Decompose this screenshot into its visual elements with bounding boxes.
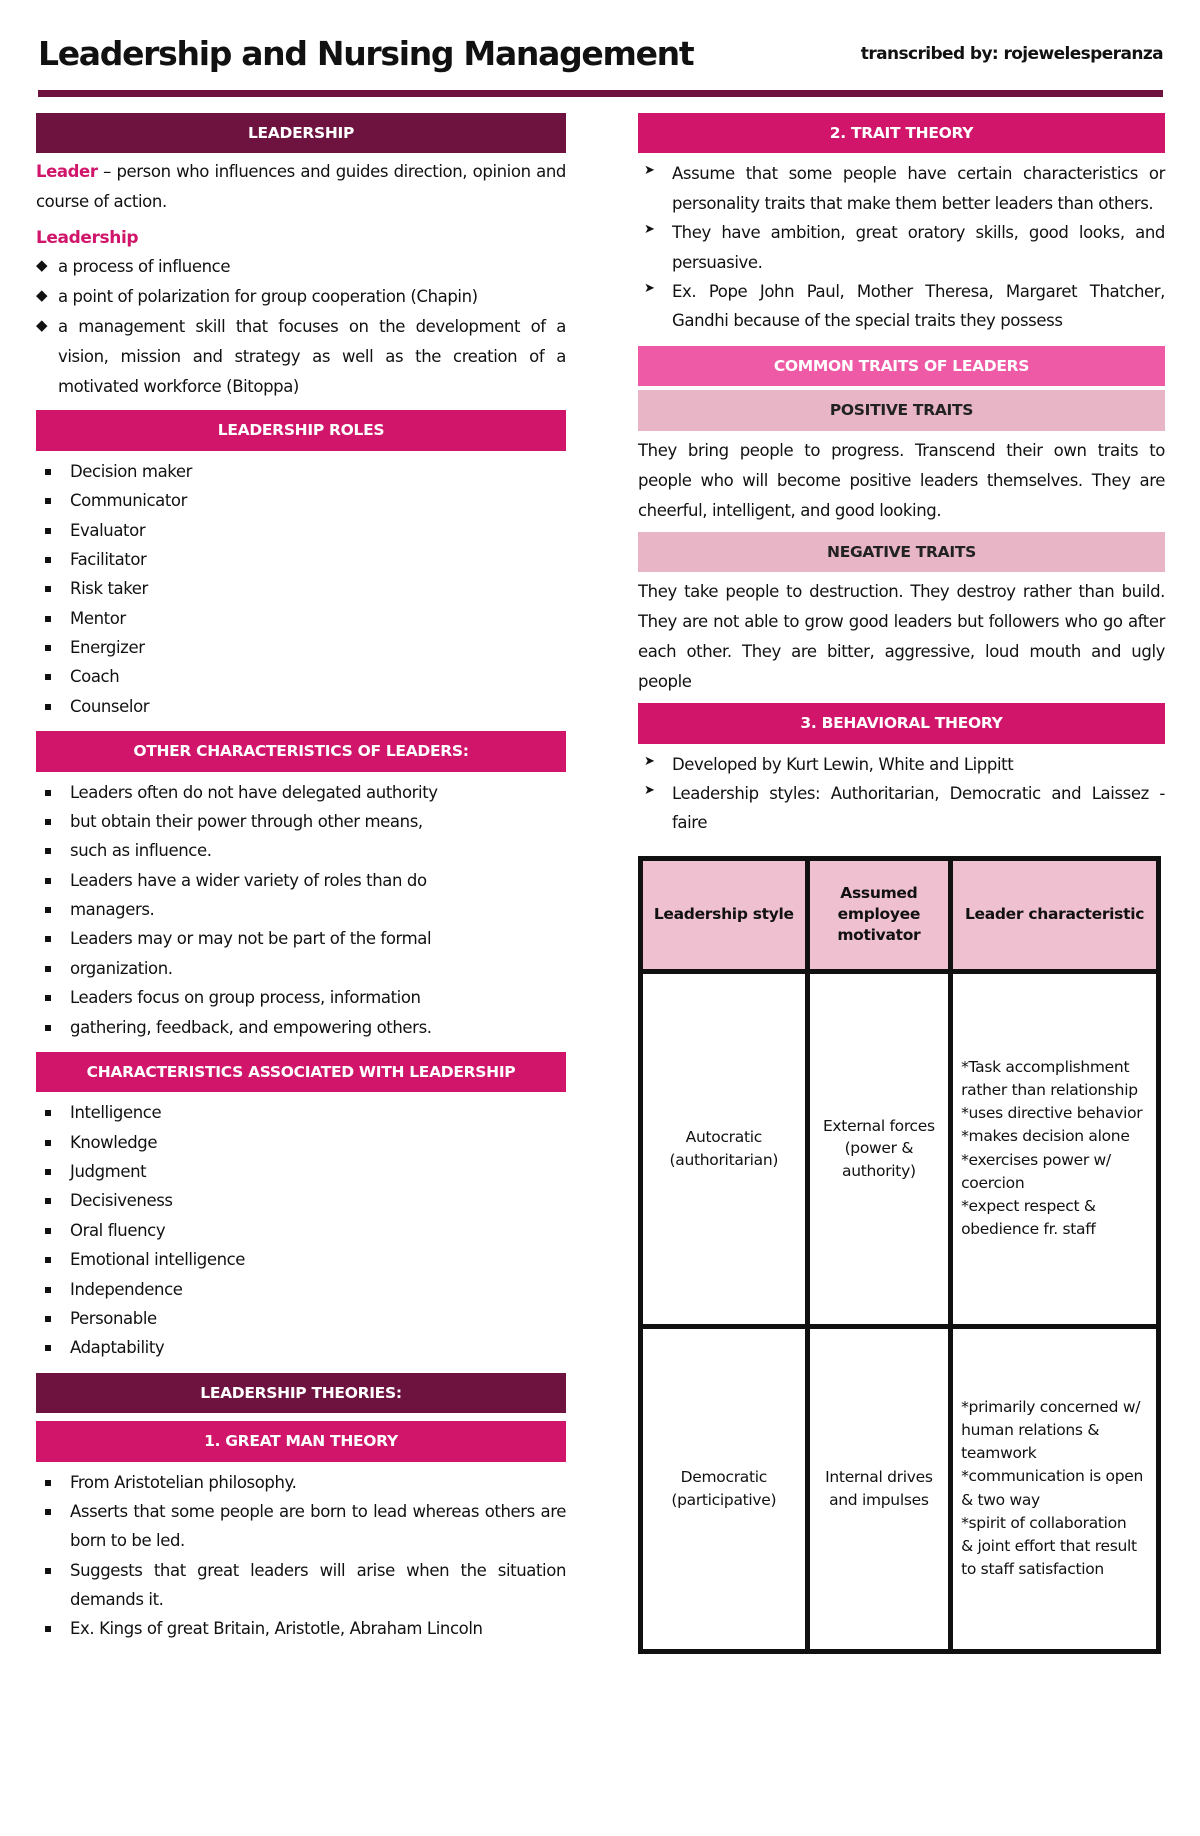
list-item: organization. (36, 954, 566, 983)
table-cell: Democratic (participative) (641, 1326, 808, 1651)
left-column (36, 113, 566, 1654)
section-heading-negative-traits: NEGATIVE TRAITS (638, 532, 1165, 572)
list-item: ➤ Leadership styles: Authoritarian, Democratic and Laissez - faire (638, 779, 1165, 838)
list-item: but obtain their power through other means, (36, 807, 566, 836)
table-cell: Autocratic (authoritarian) (641, 971, 808, 1326)
associated-characteristics-list (36, 1098, 566, 1362)
list-item: Energizer (36, 633, 566, 662)
section-heading-associated-characteristics: CHARACTERISTICS ASSOCIATED WITH LEADERSHIP (36, 1052, 566, 1092)
list-item: Leaders focus on group process, information (36, 983, 566, 1012)
list-item: Emotional intelligence (36, 1245, 566, 1274)
list-item: ➤ Assume that some people have certain characteristics or personality traits that make them better leaders than others. (638, 159, 1165, 218)
column-header: Leader characteristic (951, 858, 1159, 971)
other-characteristics-list (36, 778, 566, 1042)
list-item: Judgment (36, 1157, 566, 1186)
diamond-bullet-icon: ◆ (36, 286, 48, 305)
list-item: Oral fluency (36, 1216, 566, 1245)
list-item: Intelligence (36, 1098, 566, 1127)
list-item: Mentor (36, 604, 566, 633)
list-item: Leaders often do not have delegated authority (36, 778, 566, 807)
table-header-row (641, 858, 1159, 971)
leadership-point: ◆ a management skill that focuses on the development of a vision, mission and strategy as well as the creation of a motivated workforce (Bitoppa) (36, 312, 566, 402)
list-item: Suggests that great leaders will arise when the situation demands it. (36, 1556, 566, 1615)
table-row (641, 971, 1159, 1326)
list-item: Knowledge (36, 1128, 566, 1157)
table-row (641, 1326, 1159, 1651)
leader-def-text: – person who influences and guides direction, opinion and course of action. (36, 162, 566, 212)
leadership-styles-table (638, 856, 1161, 1654)
section-heading-positive-traits: POSITIVE TRAITS (638, 390, 1165, 430)
roles-list (36, 457, 566, 721)
list-item: Ex. Kings of great Britain, Aristotle, Abraham Lincoln (36, 1614, 566, 1643)
list-item: ➤ They have ambition, great oratory skills, good looks, and persuasive. (638, 218, 1165, 277)
leader-definition (36, 157, 566, 217)
table-cell: External forces (power & authority) (807, 971, 950, 1326)
column-header: Leadership style (641, 858, 808, 971)
leadership-points (36, 252, 566, 402)
list-item: Evaluator (36, 516, 566, 545)
spacer (36, 1413, 566, 1421)
spacer (36, 402, 566, 410)
section-heading-great-man: 1. GREAT MAN THEORY (36, 1421, 566, 1461)
list-item: Independence (36, 1275, 566, 1304)
list-item: Facilitator (36, 545, 566, 574)
transcriber-credit: transcribed by: rojewelesperanza (860, 44, 1163, 64)
list-item: Adaptability (36, 1333, 566, 1362)
section-heading-theories: LEADERSHIP THEORIES: (36, 1373, 566, 1413)
column-header: Assumed employee motivator (807, 858, 950, 971)
list-item: gathering, feedback, and empowering others. (36, 1013, 566, 1042)
section-heading-roles: LEADERSHIP ROLES (36, 410, 566, 450)
diamond-bullet-icon: ◆ (36, 316, 48, 335)
list-item: Coach (36, 662, 566, 691)
trait-theory-list (638, 159, 1165, 335)
list-item: Counselor (36, 692, 566, 721)
list-item: Communicator (36, 486, 566, 515)
list-item: such as influence. (36, 836, 566, 865)
diamond-bullet-icon: ◆ (36, 256, 48, 275)
list-item: managers. (36, 895, 566, 924)
list-item: From Aristotelian philosophy. (36, 1468, 566, 1497)
list-item: Leaders have a wider variety of roles than do (36, 866, 566, 895)
leader-term: Leader (36, 162, 98, 182)
section-heading-other-characteristics: OTHER CHARACTERISTICS OF LEADERS: (36, 731, 566, 771)
list-item: Leaders may or may not be part of the formal (36, 924, 566, 953)
positive-traits-text: They bring people to progress. Transcend their own traits to people who will become positive leaders themselves. They are cheerful, intelligent, and good looking. (638, 440, 1165, 520)
header-divider (38, 90, 1163, 97)
list-item: ➤ Ex. Pope John Paul, Mother Theresa, Margaret Thatcher, Gandhi because of the special traits they possess (638, 277, 1165, 336)
table-cell: *primarily concerned w/ human relations & teamwork *communication is open & two way *spirit of collaboration & joint effort that result to staff satisfaction (951, 1326, 1159, 1651)
leadership-point: ◆ a process of influence (36, 252, 566, 282)
behavioral-theory-list (638, 750, 1165, 838)
list-item: ➤ Developed by Kurt Lewin, White and Lippitt (638, 750, 1165, 779)
section-heading-trait-theory: 2. TRAIT THEORY (638, 113, 1165, 153)
document-title: Leadership and Nursing Management (38, 34, 694, 73)
leadership-point: ◆ a point of polarization for group cooperation (Chapin) (36, 282, 566, 312)
table-cell: *Task accomplishment rather than relationship *uses directive behavior *makes decision alone *exercises power w/ coercion *expect respect & obedience fr. staff (951, 971, 1159, 1326)
great-man-list (36, 1468, 566, 1644)
section-heading-leadership: LEADERSHIP (36, 113, 566, 153)
list-item: Decisiveness (36, 1186, 566, 1215)
negative-traits-text: They take people to destruction. They destroy rather than build. They are not able to grow good leaders but followers who go after each other. They are bitter, aggressive, loud mouth and ugly people (638, 582, 1165, 692)
list-item: Personable (36, 1304, 566, 1333)
section-heading-behavioral-theory: 3. BEHAVIORAL THEORY (638, 703, 1165, 743)
leadership-term: Leadership (36, 227, 139, 248)
list-item: Risk taker (36, 574, 566, 603)
right-column (638, 113, 1165, 1654)
section-heading-common-traits: COMMON TRAITS OF LEADERS (638, 346, 1165, 386)
table-cell: Internal drives and impulses (807, 1326, 950, 1651)
list-item: Asserts that some people are born to lead whereas others are born to be led. (36, 1497, 566, 1556)
list-item: Decision maker (36, 457, 566, 486)
